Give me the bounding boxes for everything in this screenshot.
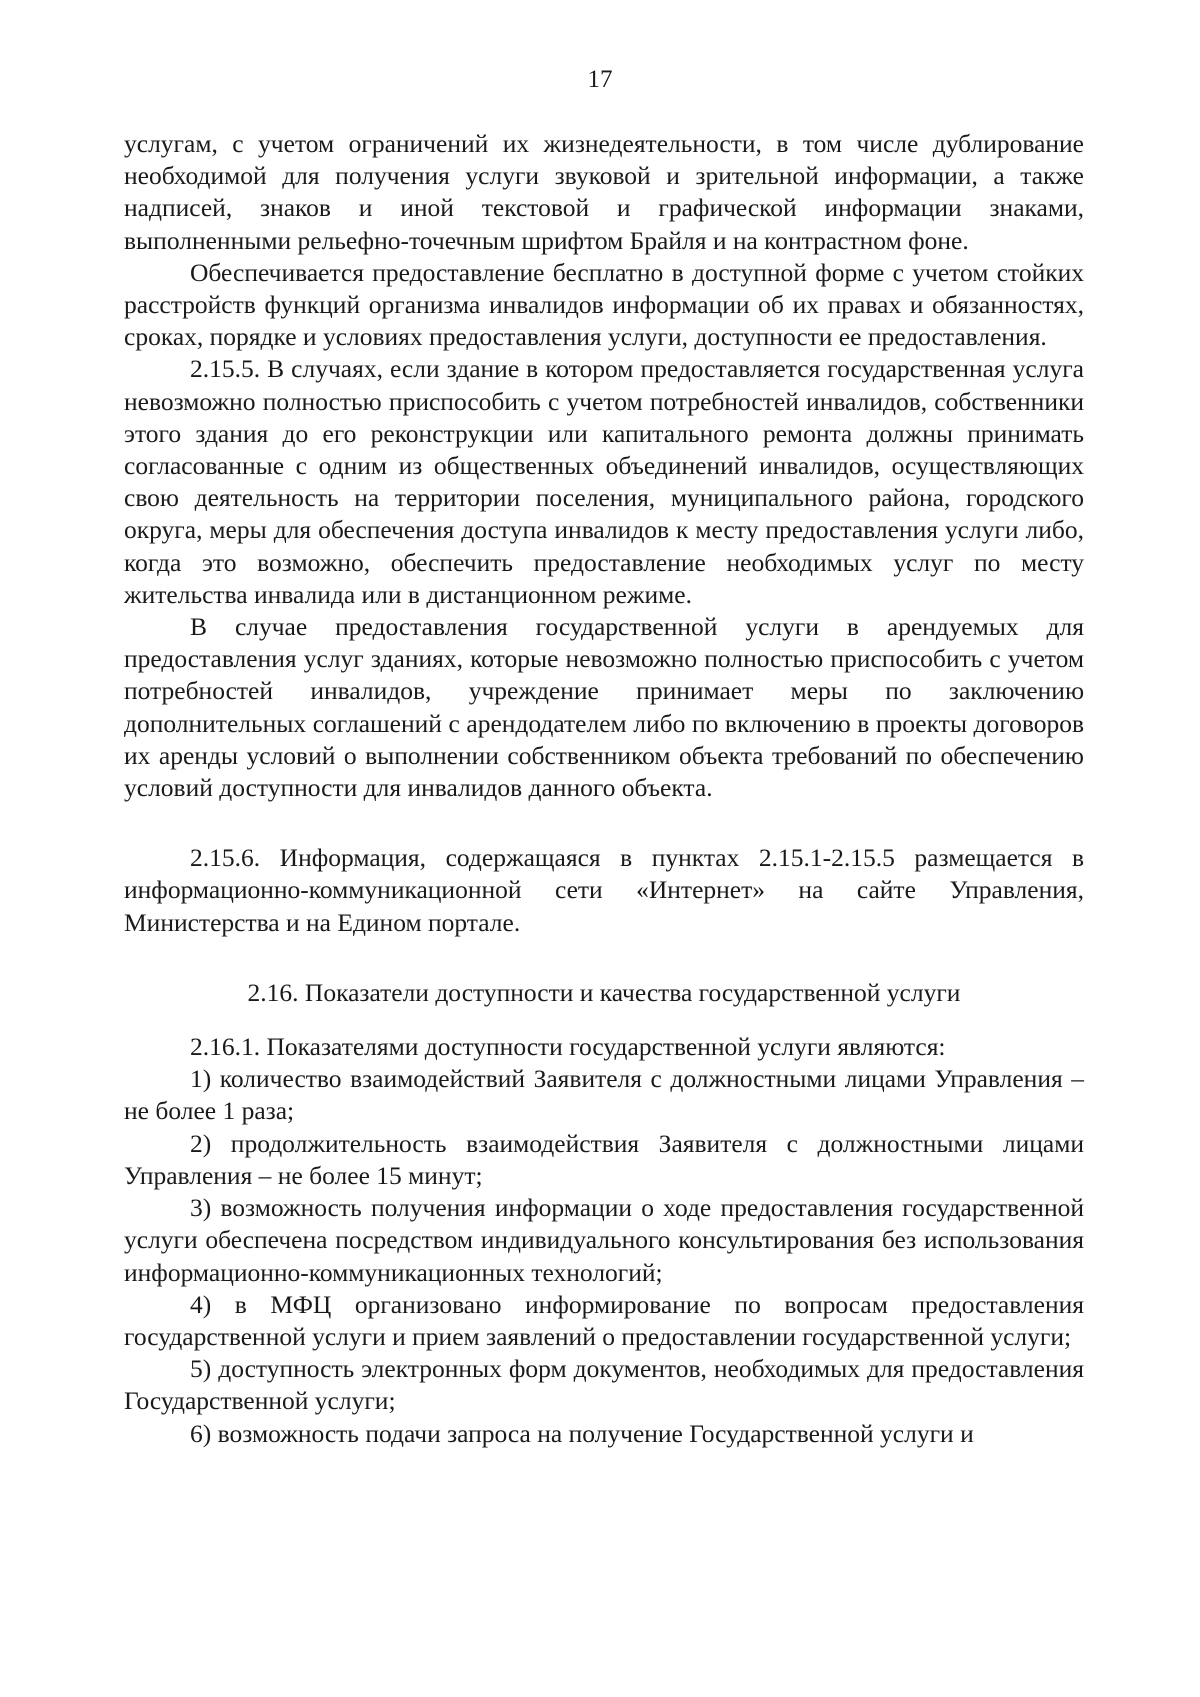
paragraph-2-15-5: 2.15.5. В случаях, если здание в котором предоставляется государственная услуга невозможно полностью приспособить с учетом потребностей инвалидов, собственники этого здания до его реконструкции или капитального ремонта должны принимать согласованные с одним из общественных объединений инвалидов, осуществляющих свою деятельность на территории поселения, муниципального района, городского округа, меры для обеспечения доступа инвалидов к месту предоставления услуги либо, когда это возможно, обеспечить предоставление необходимых услуг по месту жительства инвалида или в дистанционном режиме.: [124, 354, 1084, 609]
spacer: [124, 939, 1084, 977]
paragraph-accessibility-info: Обеспечивается предоставление бесплатно в доступной форме с учетом стойких расстройств функций организма инвалидов информации об их правах и обязанностях, сроках, порядке и условиях предоставления услуги, доступности ее предоставления.: [124, 257, 1084, 352]
paragraph-2-16-1: 2.16.1. Показателями доступности государственной услуги являются:: [190, 1032, 946, 1062]
section-heading-2-16: 2.16. Показатели доступности и качества государственной услуги: [247, 977, 961, 1007]
paragraph-2-15-6: 2.15.6. Информация, содержащаяся в пунктах 2.15.1-2.15.5 размещается в информационно-коммуникационной сети «Интернет» на сайте Управления, Министерства и на Едином портале.: [124, 843, 1084, 937]
paragraph-rented-buildings: В случае предоставления государственной услуги в арендуемых для предоставления услуг зданиях, которые невозможно полностью приспособить с учетом потребностей инвалидов, учреждение принимает меры по заключению дополнительных соглашений с арендодателем либо по включению в проекты договоров их аренды условий о выполнении собственником объекта требований по обеспечению условий доступности для инвалидов данного объекта.: [124, 612, 1084, 803]
list-item: 2) продолжительность взаимодействия Заявителя с должностными лицами Управления – не более 15 минут;: [124, 1128, 1084, 1190]
paragraph-continuation: услугам, с учетом ограничений их жизнедеятельности, в том числе дублирование необходимой для получения услуги звуковой и зрительной информации, а также надписей, знаков и иной текстовой и графической информации знаками, выполненными рельефно-точечным шрифтом Брайля и на контрастном фоне.: [124, 129, 1084, 255]
document-body: [124, 128, 1084, 1450]
list-item: 4) в МФЦ организовано информирование по вопросам предоставления государственной услуги и прием заявлений о предоставлении государственной услуги;: [124, 1289, 1084, 1351]
list-item: 5) доступность электронных форм документов, необходимых для предоставления Государственной услуги;: [124, 1354, 1084, 1416]
list-item: 1) количество взаимодействий Заявителя с должностными лицами Управления – не более 1 раза;: [124, 1064, 1084, 1126]
list-item: 3) возможность получения информации о ходе предоставления государственной услуги обеспечена посредством индивидуального консультирования без использования информационно-коммуникационных технологий;: [124, 1193, 1084, 1287]
page-number: 17: [587, 66, 613, 93]
list-item: 6) возможность подачи запроса на получение Государственной услуги и: [190, 1418, 974, 1448]
spacer: [124, 1009, 1084, 1031]
spacer: [124, 804, 1084, 842]
